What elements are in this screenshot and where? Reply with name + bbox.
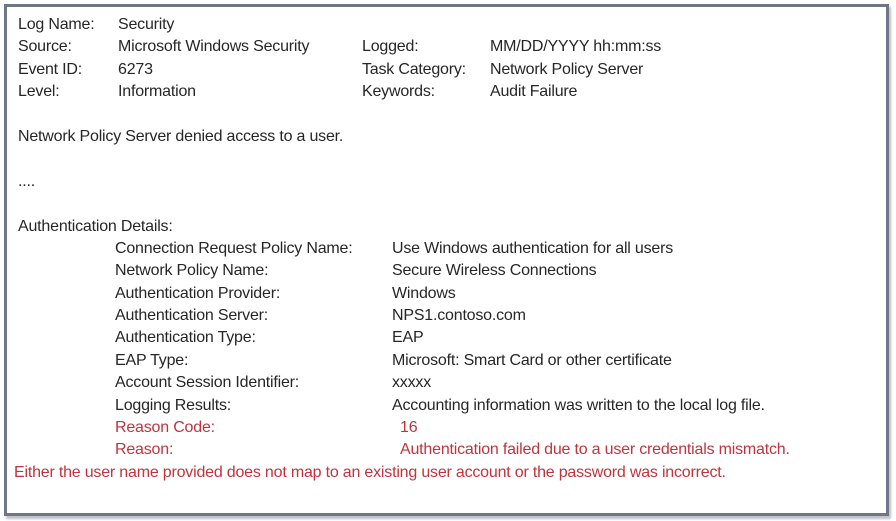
- auth-detail-row: [18, 439, 878, 461]
- detail-label: Reason:: [115, 441, 174, 459]
- header-label: Event ID:: [18, 60, 83, 78]
- detail-indent: [18, 372, 115, 394]
- auth-detail-row: [18, 238, 878, 260]
- header-row: [18, 81, 878, 103]
- auth-detail-row: [18, 417, 878, 439]
- auth-detail-row: [18, 260, 878, 282]
- detail-indent: [18, 327, 115, 349]
- detail-label: Authentication Type:: [115, 329, 256, 347]
- header-label: Level:: [18, 83, 60, 101]
- detail-indent: [18, 350, 115, 372]
- auth-detail-row: [18, 372, 878, 394]
- auth-detail-row: [18, 395, 878, 417]
- header-label: [362, 14, 490, 36]
- header-label: Log Name:: [18, 16, 95, 33]
- auth-detail-row: [18, 305, 878, 327]
- event-log-frame: [4, 4, 889, 516]
- header-value: MM/DD/YYYY hh:mm:ss: [490, 38, 662, 56]
- detail-value: 16: [400, 419, 418, 437]
- auth-detail-row: [18, 283, 878, 305]
- event-log-content: [7, 7, 886, 484]
- detail-value: NPS1.contoso.com: [392, 307, 526, 325]
- detail-indent: [18, 283, 115, 305]
- blank-line: [18, 193, 878, 215]
- detail-value: EAP: [392, 329, 424, 347]
- header-label: Task Category:: [362, 60, 466, 78]
- detail-value: Secure Wireless Connections: [392, 262, 597, 280]
- detail-value: Windows: [392, 284, 456, 302]
- auth-detail-row: [18, 327, 878, 349]
- detail-label: Network Policy Name:: [115, 262, 269, 280]
- detail-indent: [18, 395, 115, 417]
- ellipsis-line: ....: [18, 172, 35, 190]
- auth-details-title: Authentication Details:: [18, 217, 173, 235]
- detail-value: Microsoft: Smart Card or other certificate: [392, 351, 672, 369]
- header-value: 6273: [118, 60, 153, 78]
- auth-details-list: [18, 238, 878, 462]
- detail-indent: [18, 305, 115, 327]
- header-value: Microsoft Windows Security: [118, 38, 310, 56]
- detail-value: Accounting information was written to the local log file.: [392, 396, 765, 414]
- header-value: Information: [118, 83, 196, 101]
- auth-detail-row: [18, 350, 878, 372]
- header-value: Security: [118, 16, 175, 33]
- detail-indent: [18, 417, 115, 439]
- detail-value: Authentication failed due to a user credentials mismatch.: [400, 441, 790, 459]
- event-header: [18, 14, 878, 104]
- reason-continuation-text: Either the user name provided does not map to an existing user account or the password was incorrect.: [14, 463, 726, 481]
- detail-value: xxxxx: [392, 374, 432, 392]
- blank-line: [18, 148, 878, 170]
- detail-label: Reason Code:: [115, 419, 215, 437]
- header-label: Keywords:: [362, 83, 435, 101]
- header-row: [18, 36, 878, 58]
- detail-indent: [18, 260, 115, 282]
- detail-indent: [18, 439, 115, 461]
- detail-label: Logging Results:: [115, 396, 231, 414]
- header-row: [18, 14, 878, 36]
- header-value: [490, 14, 878, 36]
- detail-label: Connection Request Policy Name:: [115, 239, 353, 257]
- header-row: [18, 59, 878, 81]
- header-label: Source:: [18, 38, 72, 56]
- detail-label: Account Session Identifier:: [115, 374, 300, 392]
- event-description: Network Policy Server denied access to a user.: [18, 127, 344, 145]
- blank-line: [18, 104, 878, 126]
- header-label: Logged:: [362, 38, 419, 56]
- detail-label: Authentication Server:: [115, 307, 269, 325]
- header-value: Network Policy Server: [490, 60, 644, 78]
- detail-label: Authentication Provider:: [115, 284, 281, 302]
- detail-value: Use Windows authentication for all users: [392, 239, 674, 257]
- detail-label: EAP Type:: [115, 351, 189, 369]
- header-value: Audit Failure: [490, 83, 578, 101]
- detail-indent: [18, 238, 115, 260]
